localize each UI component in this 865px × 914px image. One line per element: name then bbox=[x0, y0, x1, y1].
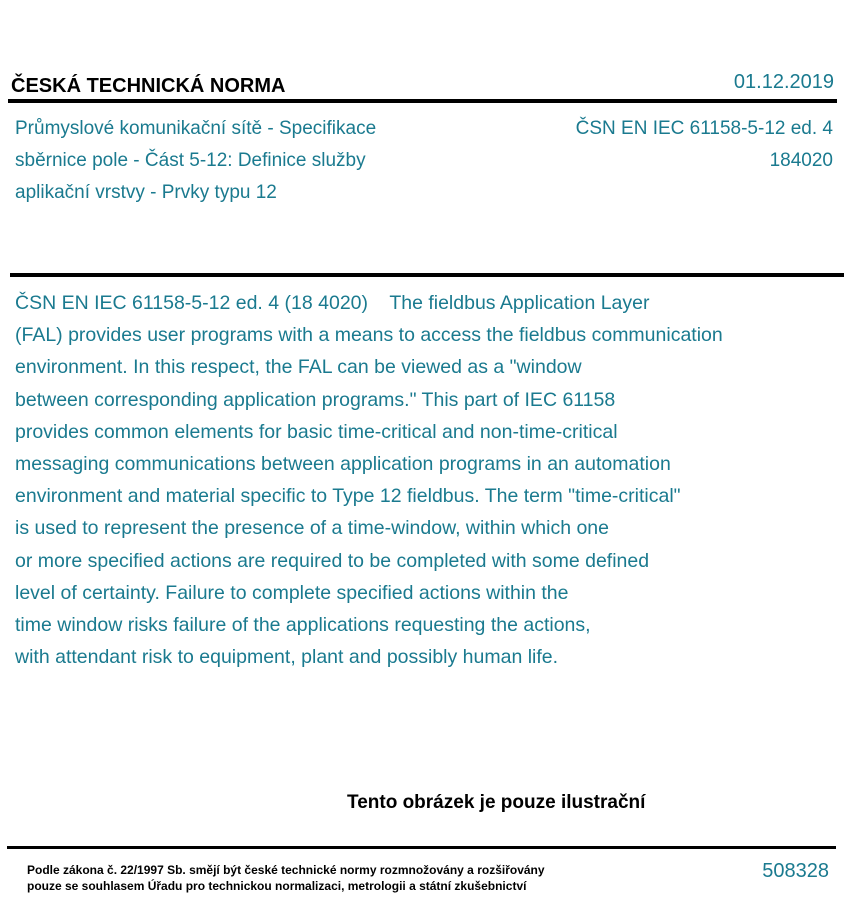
standard-title-line: aplikační vrstvy - Prvky typu 12 bbox=[15, 182, 277, 203]
bottom-divider bbox=[7, 846, 836, 849]
abstract-line: environment. In this respect, the FAL can be viewed as a "window bbox=[15, 356, 582, 379]
abstract-line: ČSN EN IEC 61158-5-12 ed. 4 (18 4020) The fieldbus Application Layer bbox=[15, 292, 650, 314]
abstract-line: environment and material specific to Type 12 fieldbus. The term "time-critical" bbox=[15, 485, 681, 508]
abstract-line: time window risks failure of the applications requesting the actions, bbox=[15, 614, 591, 637]
standard-designation: ČSN EN IEC 61158-5-12 ed. 4 bbox=[575, 118, 833, 139]
abstract-line: or more specified actions are required to be completed with some defined bbox=[15, 549, 650, 572]
standard-title-line: sběrnice pole - Část 5-12: Definice služby bbox=[15, 150, 366, 171]
abstract-line: provides common elements for basic time-critical and non-time-critical bbox=[15, 420, 618, 443]
abstract-line: between corresponding application programs." This part of IEC 61158 bbox=[15, 388, 616, 411]
copyright-line: pouze se souhlasem Úřadu pro technickou normalizaci, metrologii a státní zkušebnictví bbox=[27, 879, 527, 893]
abstract-text bbox=[15, 287, 835, 673]
abstract-line: messaging communications between application programs in an automation bbox=[15, 453, 671, 476]
standard-title-line: Průmyslové komunikační sítě - Specifikace bbox=[15, 118, 377, 139]
middle-divider bbox=[10, 273, 844, 277]
copyright-line: Podle zákona č. 22/1997 Sb. smějí být české technické normy rozmnožovány a rozšiřovány bbox=[27, 863, 545, 877]
document-number: 508328 bbox=[762, 860, 829, 882]
standard-codes bbox=[513, 113, 833, 177]
abstract-line: level of certainty. Failure to complete specified actions within the bbox=[15, 581, 569, 604]
classification-code: 184020 bbox=[769, 150, 833, 171]
abstract-line: (FAL) provides user programs with a means to access the fieldbus communication bbox=[15, 324, 723, 347]
illustration-note: Tento obrázek je pouze ilustrační bbox=[347, 792, 646, 813]
publication-date: 01.12.2019 bbox=[733, 71, 834, 93]
standard-title bbox=[15, 113, 475, 209]
copyright-notice bbox=[27, 862, 545, 894]
abstract-line: is used to represent the presence of a time-window, within which one bbox=[15, 517, 609, 540]
abstract-line: with attendant risk to equipment, plant and possibly human life. bbox=[15, 646, 559, 669]
top-divider bbox=[8, 99, 837, 103]
norm-heading: ČESKÁ TECHNICKÁ NORMA bbox=[11, 75, 286, 97]
